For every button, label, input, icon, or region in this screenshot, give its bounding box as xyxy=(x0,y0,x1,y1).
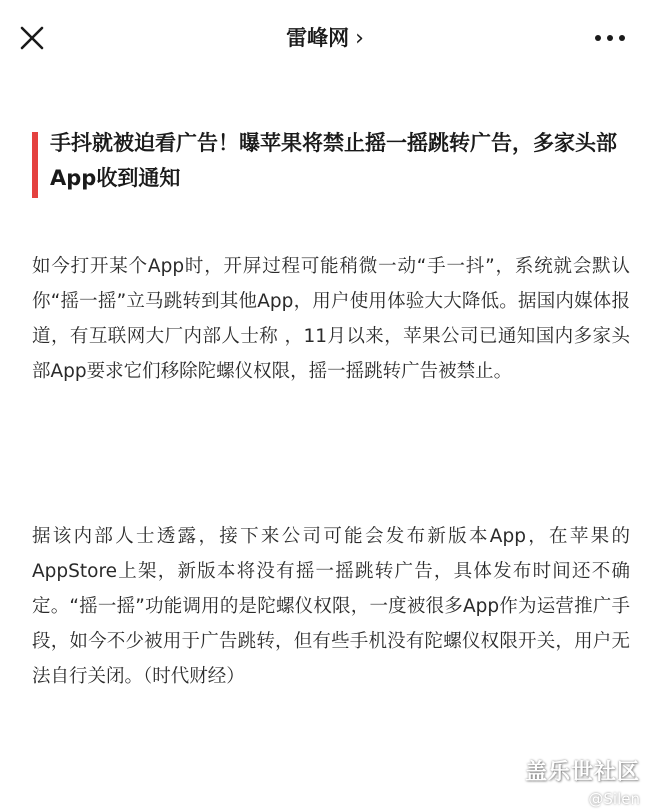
chevron-right-icon: › xyxy=(355,26,364,51)
article-paragraph-1: 如今打开某个App时，开屏过程可能稍微一动“手一抖”，系统就会默认你“摇一摇”立马跳转到其他App，用户使用体验大大降低。据国内媒体报道，有互联网大厂内部人士称 ，11月以来，苹果公司已通知国内多家头部App要求它们移除陀螺仪权限，摇一摇跳转广告被禁止。 xyxy=(32,256,630,382)
watermark-credit: @Silen xyxy=(588,790,640,808)
account-title xyxy=(0,20,650,56)
more-dots-icon xyxy=(592,22,628,54)
watermark-text: 盖乐世社区 xyxy=(524,760,640,785)
article-body xyxy=(0,76,650,812)
article-headline: 手抖就被迫看广告！曝苹果将禁止摇一摇跳转广告，多家头部App收到通知 xyxy=(50,131,617,190)
more-options-button[interactable] xyxy=(592,22,628,54)
headline-block xyxy=(32,126,628,196)
article-paragraph-2: 据该内部人士透露，接下来公司可能会发布新版本App，在苹果的AppStore上架，新版本将没有摇一摇跳转广告，具体发布时间还不确定。“摇一摇”功能调用的是陀螺仪权限，一度被很多App作为运营推广手段，如今不少被用于广告跳转，但有些手机没有陀螺仪权限开关，用户无法自行关闭。（时代财经） xyxy=(32,526,630,687)
account-title-link[interactable] xyxy=(286,20,364,57)
close-button[interactable] xyxy=(14,20,50,56)
close-icon xyxy=(14,20,50,56)
headline-accent-bar xyxy=(32,132,38,198)
account-name: 雷峰网 xyxy=(286,26,350,50)
top-nav-bar xyxy=(0,0,650,76)
